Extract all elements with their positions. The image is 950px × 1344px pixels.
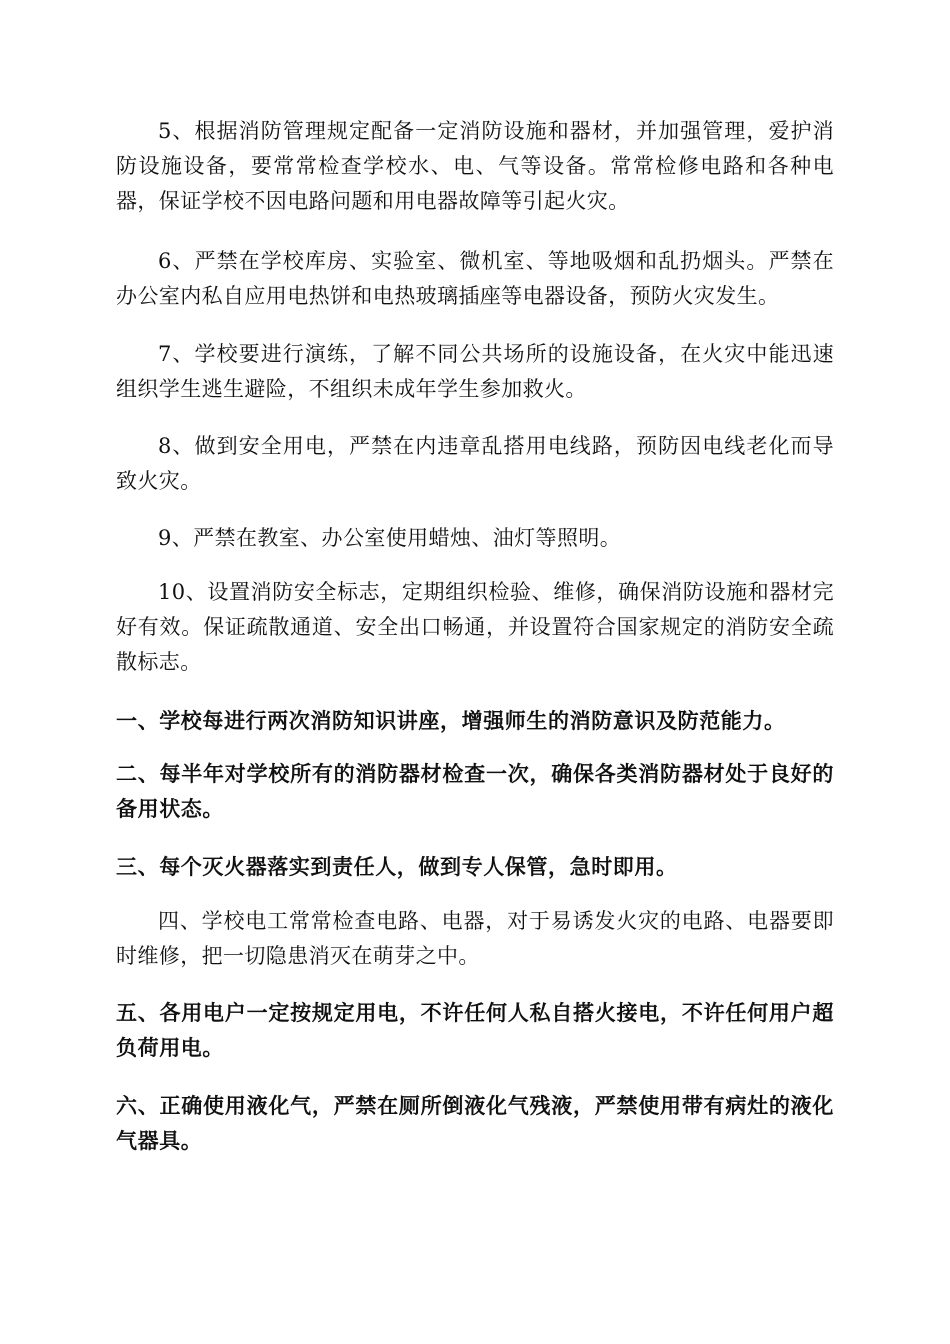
paragraph-item-10: 10、设置消防安全标志，定期组织检验、维修，确保消防设施和器材完好有效。保证疏散通道、安全出口畅通，并设置符合国家规定的消防安全疏散标志。 xyxy=(116,580,834,674)
rule-one: 一、学校每进行两次消防知识讲座，增强师生的消防意识及防范能力。 xyxy=(116,709,786,733)
rule-four: 四、学校电工常常检查电路、电器，对于易诱发火灾的电路、电器要即时维修，把一切隐患消灭在萌芽之中。 xyxy=(116,909,834,968)
paragraph-item-9: 9、严禁在教室、办公室使用蜡烛、油灯等照明。 xyxy=(158,526,622,550)
paragraph-item-5: 5、根据消防管理规定配备一定消防设施和器材，并加强管理，爱护消防设施设备，要常常检查学校水、电、气等设备。常常检修电路和各种电器，保证学校不因电路问题和用电器故障等引起火灾。 xyxy=(116,119,834,213)
paragraph-item-7: 7、学校要进行演练，了解不同公共场所的设施设备，在火灾中能迅速组织学生逃生避险，不组织未成年学生参加救火。 xyxy=(116,342,834,401)
paragraph-item-6: 6、严禁在学校库房、实验室、微机室、等地吸烟和乱扔烟头。严禁在办公室内私自应用电热饼和电热玻璃插座等电器设备，预防火灾发生。 xyxy=(116,249,834,308)
rule-three: 三、每个灭火器落实到责任人，做到专人保管，急时即用。 xyxy=(116,855,678,879)
paragraph-item-8: 8、做到安全用电，严禁在内违章乱搭用电线路，预防因电线老化而导致火灾。 xyxy=(116,434,834,493)
rule-six: 六、正确使用液化气，严禁在厕所倒液化气残液，严禁使用带有病灶的液化气器具。 xyxy=(116,1094,834,1153)
rule-two: 二、每半年对学校所有的消防器材检查一次，确保各类消防器材处于良好的备用状态。 xyxy=(116,762,834,821)
rule-five: 五、各用电户一定按规定用电，不许任何人私自搭火接电，不许任何用户超负荷用电。 xyxy=(116,1001,834,1060)
